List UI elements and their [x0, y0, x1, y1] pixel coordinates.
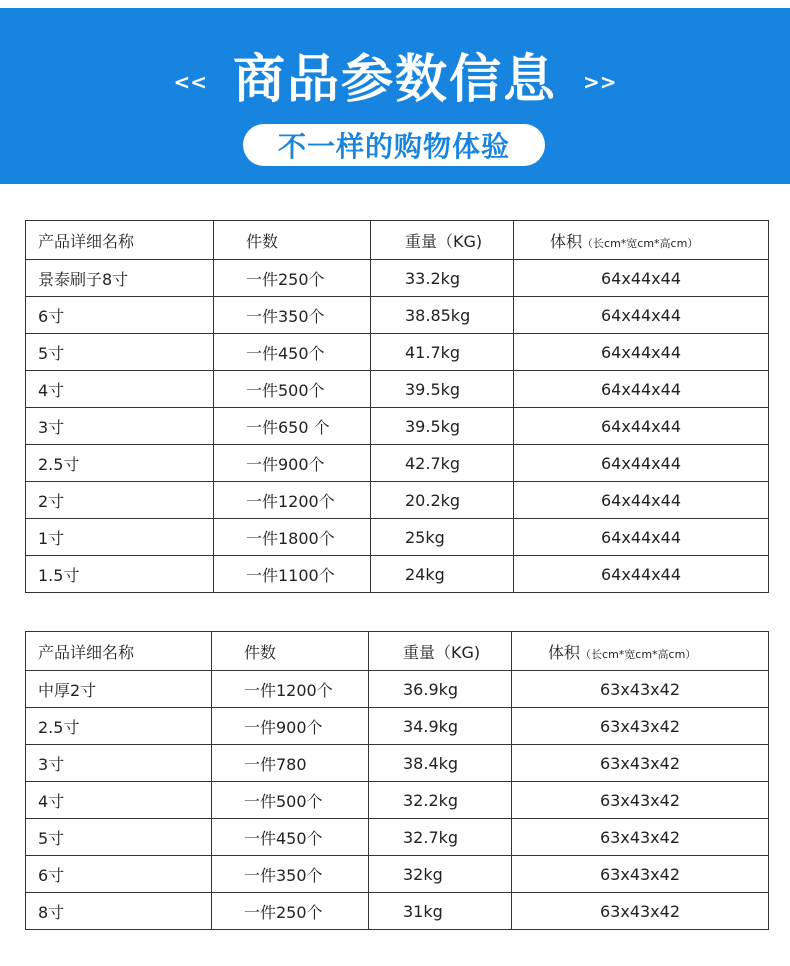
cell-volume: 64x44x44	[514, 297, 769, 334]
cell-name: 5寸	[26, 334, 214, 371]
right-arrows: >>	[583, 70, 617, 94]
header-name: 产品详细名称	[26, 221, 214, 260]
table-row	[26, 819, 769, 856]
cell-volume: 64x44x44	[514, 408, 769, 445]
cell-name: 4寸	[26, 371, 214, 408]
cell-volume: 64x44x44	[514, 334, 769, 371]
cell-name: 1.5寸	[26, 556, 214, 593]
table-row	[26, 856, 769, 893]
table-row	[26, 297, 769, 334]
cell-count: 一件1200个	[214, 482, 371, 519]
header-volume	[512, 632, 769, 671]
table-row	[26, 334, 769, 371]
header-volume-unit: （长cm*宽cm*高cm）	[582, 236, 699, 250]
cell-weight: 33.2kg	[371, 260, 514, 297]
cell-count: 一件500个	[214, 371, 371, 408]
header-count: 件数	[214, 221, 371, 260]
cell-name: 8寸	[26, 893, 212, 930]
cell-count: 一件450个	[214, 334, 371, 371]
table-row	[26, 260, 769, 297]
spec-table-2	[25, 631, 769, 930]
table-row	[26, 708, 769, 745]
cell-weight: 36.9kg	[369, 671, 512, 708]
table-row	[26, 371, 769, 408]
cell-count: 一件1200个	[212, 671, 369, 708]
cell-weight: 24kg	[371, 556, 514, 593]
table-row	[26, 482, 769, 519]
cell-volume: 63x43x42	[512, 782, 769, 819]
cell-name: 1寸	[26, 519, 214, 556]
header-volume-unit: （长cm*宽cm*高cm）	[580, 647, 697, 661]
table-row	[26, 519, 769, 556]
cell-count: 一件500个	[212, 782, 369, 819]
cell-weight: 34.9kg	[369, 708, 512, 745]
table-row	[26, 408, 769, 445]
cell-weight: 39.5kg	[371, 408, 514, 445]
table-row	[26, 893, 769, 930]
cell-volume: 64x44x44	[514, 519, 769, 556]
cell-weight: 31kg	[369, 893, 512, 930]
cell-count: 一件250个	[212, 893, 369, 930]
cell-weight: 32.7kg	[369, 819, 512, 856]
header-name: 产品详细名称	[26, 632, 212, 671]
cell-weight: 32.2kg	[369, 782, 512, 819]
cell-weight: 42.7kg	[371, 445, 514, 482]
cell-volume: 63x43x42	[512, 671, 769, 708]
cell-volume: 63x43x42	[512, 893, 769, 930]
cell-name: 2.5寸	[26, 445, 214, 482]
cell-name: 5寸	[26, 819, 212, 856]
spec-table-1	[25, 220, 769, 593]
table-row	[26, 556, 769, 593]
header-count: 件数	[212, 632, 369, 671]
cell-name: 6寸	[26, 297, 214, 334]
cell-count: 一件1100个	[214, 556, 371, 593]
header-volume	[514, 221, 769, 260]
cell-name: 3寸	[26, 408, 214, 445]
cell-volume: 64x44x44	[514, 556, 769, 593]
cell-name: 中厚2寸	[26, 671, 212, 708]
table-row	[26, 782, 769, 819]
header-banner	[0, 8, 790, 184]
cell-name: 6寸	[26, 856, 212, 893]
cell-volume: 63x43x42	[512, 819, 769, 856]
cell-count: 一件650 个	[214, 408, 371, 445]
cell-volume: 64x44x44	[514, 371, 769, 408]
cell-volume: 63x43x42	[512, 745, 769, 782]
header-weight: 重量（KG)	[369, 632, 512, 671]
cell-volume: 64x44x44	[514, 482, 769, 519]
table-row	[26, 745, 769, 782]
cell-count: 一件350个	[212, 856, 369, 893]
subtitle-pill	[243, 124, 545, 166]
cell-volume: 64x44x44	[514, 445, 769, 482]
cell-volume: 63x43x42	[512, 708, 769, 745]
cell-count: 一件450个	[212, 819, 369, 856]
cell-count: 一件1800个	[214, 519, 371, 556]
table-header-row	[26, 632, 769, 671]
cell-weight: 32kg	[369, 856, 512, 893]
cell-volume: 63x43x42	[512, 856, 769, 893]
cell-weight: 38.4kg	[369, 745, 512, 782]
cell-count: 一件780	[212, 745, 369, 782]
cell-weight: 25kg	[371, 519, 514, 556]
cell-name: 2寸	[26, 482, 214, 519]
table-row	[26, 671, 769, 708]
cell-weight: 41.7kg	[371, 334, 514, 371]
cell-name: 2.5寸	[26, 708, 212, 745]
cell-name: 3寸	[26, 745, 212, 782]
cell-volume: 64x44x44	[514, 260, 769, 297]
table-row	[26, 445, 769, 482]
cell-count: 一件900个	[214, 445, 371, 482]
header-weight: 重量（KG)	[371, 221, 514, 260]
cell-count: 一件250个	[214, 260, 371, 297]
cell-name: 景泰刷子8寸	[26, 260, 214, 297]
subtitle-text: 不一样的购物体验	[277, 130, 510, 163]
header-volume-label: 体积	[550, 231, 583, 251]
left-arrows: <<	[173, 70, 207, 94]
table-header-row	[26, 221, 769, 260]
cell-count: 一件350个	[214, 297, 371, 334]
title-row	[0, 44, 790, 116]
cell-weight: 39.5kg	[371, 371, 514, 408]
cell-weight: 20.2kg	[371, 482, 514, 519]
header-volume-label: 体积	[548, 642, 581, 662]
cell-name: 4寸	[26, 782, 212, 819]
cell-count: 一件900个	[212, 708, 369, 745]
page-title: 商品参数信息	[232, 50, 557, 110]
cell-weight: 38.85kg	[371, 297, 514, 334]
